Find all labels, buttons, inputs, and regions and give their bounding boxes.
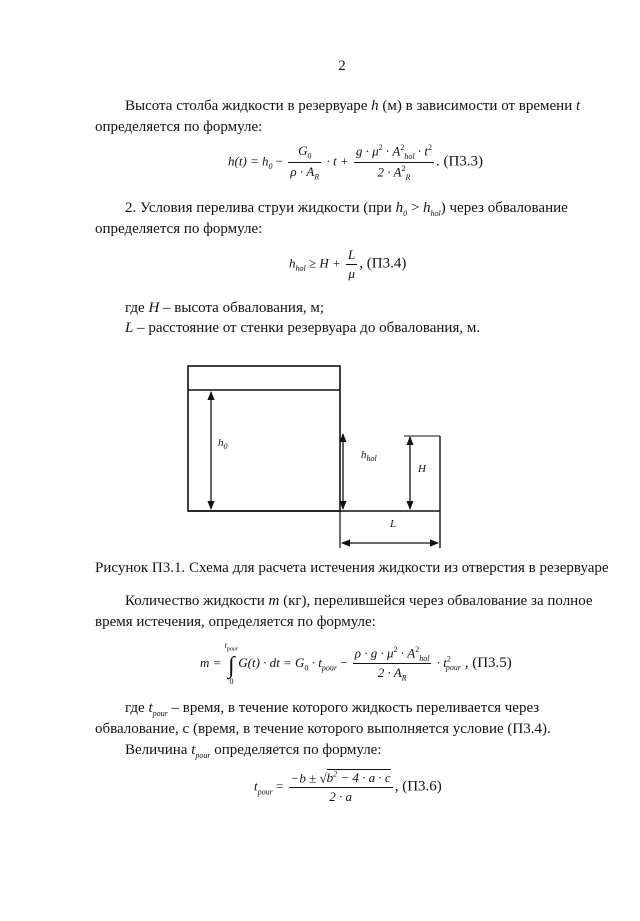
- f36-lhs: t: [254, 778, 258, 794]
- figure-label-L: L: [390, 518, 397, 530]
- page-number: 2: [338, 58, 346, 74]
- f33-f1-num-sub: 0: [307, 151, 312, 161]
- f33-f2-num-b: · A: [382, 143, 401, 159]
- p1-var-t: t: [576, 98, 581, 114]
- p1-text-b: (м) в зависимости от времени: [378, 98, 576, 114]
- f36-frac: $\frac{-b \pm √b^2 - 4 \cdot a \cdot c}{2 \cdot a}$: [290, 770, 391, 805]
- f35-tail-sup: 2: [446, 654, 451, 664]
- p4-var-sub: pour: [152, 709, 168, 718]
- p4-text-a: где: [125, 700, 149, 716]
- p1-var-h: h: [371, 98, 379, 114]
- p1-text-a: Высота столба жидкости в резервуаре: [125, 98, 372, 114]
- f33-f2-num-b-sup: 2: [400, 143, 405, 152]
- formula-p3-5: [200, 641, 512, 687]
- f34-ge: ≥ H +: [305, 255, 345, 271]
- f35-integrand-b-sub: pour: [321, 663, 337, 673]
- def2-var: L: [125, 320, 134, 336]
- f33-minus: −: [272, 153, 287, 169]
- f33-label: . (П3.3): [435, 153, 484, 170]
- f34-den: μ: [348, 266, 355, 281]
- paragraph-liquid-quantity: [95, 591, 597, 612]
- f33-f2-num-b-sub: hol: [404, 151, 415, 161]
- f33-lhs: h(t) = h: [228, 153, 269, 169]
- f36-lhs-sub: pour: [257, 787, 273, 797]
- p4-line3-var-sub: pour: [195, 751, 211, 760]
- p2-text-a: 2. Условия перелива струи жидкости (при: [125, 200, 396, 216]
- figure-label-H: H: [418, 463, 426, 475]
- f33-f2-num-c: · t: [414, 143, 428, 159]
- f33-f1-num: G: [298, 143, 308, 159]
- p4-var: t: [148, 700, 153, 716]
- p3-text-b: (кг), перелившейся через обвалование за полное: [279, 593, 593, 609]
- p3-var-m: m: [268, 593, 280, 609]
- f35-integrand: G(t) · dt = G: [238, 654, 305, 670]
- f33-f1-den: ρ · A: [290, 163, 315, 179]
- paragraph-height-intro-line2: определяется по формуле:: [95, 119, 263, 135]
- f33-lhs-sub: 0: [268, 162, 273, 171]
- def2-text: – расстояние от стенки резервуара до обвалования, м.: [133, 320, 481, 336]
- f33-f2-num-sup: 2: [378, 143, 383, 152]
- f36-label: , (П3.6): [394, 778, 442, 795]
- f35-minus: −: [336, 654, 351, 670]
- p4-line3-var: t: [191, 742, 196, 758]
- f34-lhs: h: [289, 255, 296, 271]
- f35-integrand-sub: 0: [304, 663, 309, 673]
- def1-var: H: [148, 300, 160, 316]
- f35-tail: · t: [433, 654, 447, 670]
- p2-text-b: ) через обвалование: [440, 200, 568, 216]
- f33-f2-num-c-sup: 2: [427, 143, 432, 152]
- p2-h0: h: [395, 200, 404, 216]
- figure-label-h0: $h_0$: [218, 437, 228, 452]
- f33-mid: · t +: [323, 153, 352, 169]
- def1-text: – высота обвалования, м;: [159, 300, 325, 316]
- f35-integral: $t_{pour}$ ∫ 0: [224, 641, 239, 686]
- def1-prefix: где: [125, 300, 149, 316]
- f35-integrand-b: · t: [308, 654, 322, 670]
- f33-f1-den-sub: R: [314, 172, 320, 182]
- f35-frac: $\frac{\rho \cdot g \cdot \mu^2 \cdot A^2_{hol}}{2 \cdot A_R}$: [354, 644, 430, 684]
- f34-label: , (П3.4): [359, 255, 407, 272]
- f34-num: L: [346, 247, 357, 265]
- f35-label: , (П3.5): [460, 654, 512, 671]
- paragraph-liquid-quantity-line2: время истечения, определяется по формуле:: [95, 614, 376, 630]
- figure-label-hhol: $h_{hol}$: [361, 449, 377, 464]
- f33-f2-num: g · μ: [355, 143, 379, 159]
- p4-text-b: – время, в течение которого жидкость переливается через: [167, 700, 540, 716]
- p2-gt: >: [407, 200, 424, 216]
- p4-line3-a: Величина: [125, 742, 192, 758]
- f34-lhs-sub: hol: [295, 264, 306, 274]
- p2-hhol-sub: hol: [430, 209, 441, 218]
- f33-f2-den: 2 · A: [377, 164, 402, 180]
- figure-caption: Рисунок П3.1. Схема для расчета истечения жидкости из отверстия в резервуаре: [95, 560, 609, 576]
- f33-f2-den-sub: R: [405, 172, 411, 182]
- f36-eq: =: [272, 778, 287, 794]
- f35-tail-sub: pour: [445, 663, 461, 673]
- formula-p3-6: [254, 770, 442, 805]
- f35-lhs: m =: [200, 654, 225, 670]
- f33-f2-den-sup: 2: [401, 163, 406, 173]
- p4-line3-b: определяется по формуле:: [210, 742, 382, 758]
- p2-hhol: h: [423, 200, 431, 216]
- p2-h0-sub: 0: [403, 209, 408, 218]
- paragraph-tpour-definition-line2: обвалование, с (время, в течение которого выполняется условие (П3.4).: [95, 721, 551, 737]
- paragraph-tpour-formula-intro: [125, 740, 597, 766]
- paragraph-overflow-condition-line2: определяется по формуле:: [95, 221, 263, 237]
- p3-text-a: Количество жидкости: [125, 593, 269, 609]
